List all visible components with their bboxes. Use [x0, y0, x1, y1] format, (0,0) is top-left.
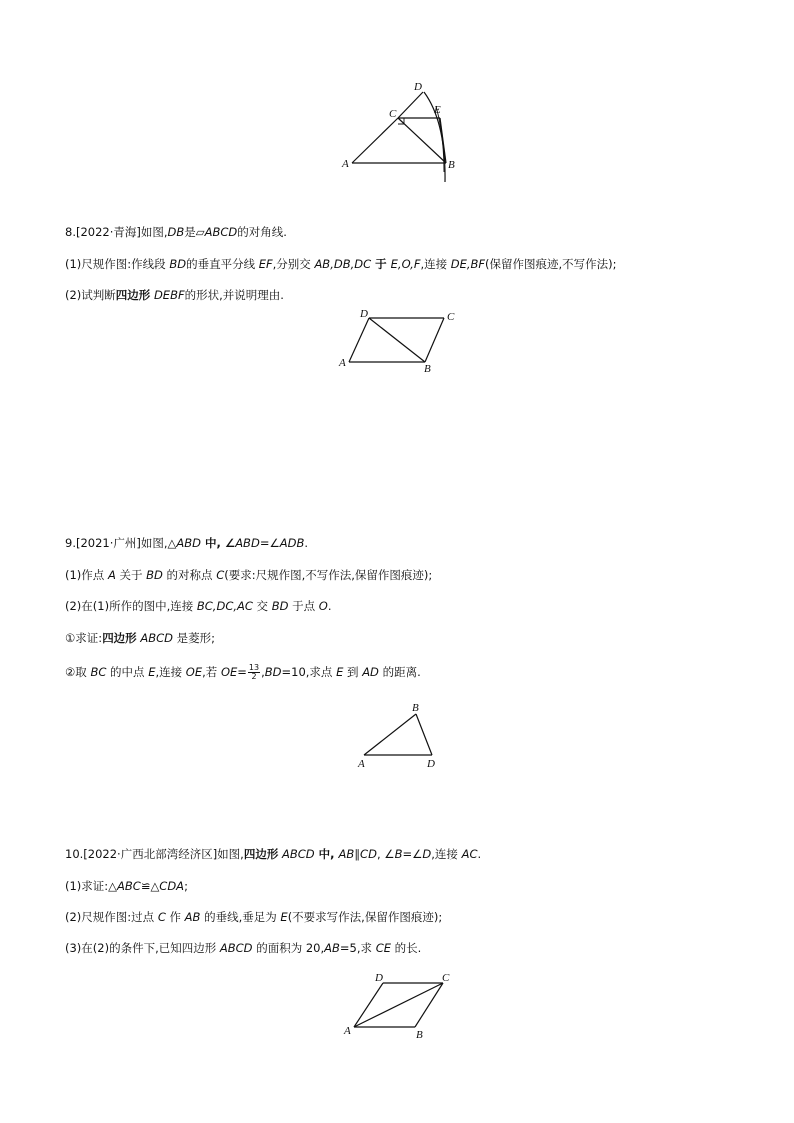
q9-sub-1: ①求证:四边形 ABCD 是菱形;: [65, 631, 216, 645]
side-ab: [364, 714, 416, 755]
side-bc: [425, 318, 444, 362]
label-c: C: [447, 311, 455, 323]
label-d: D: [360, 308, 368, 320]
label-c: C: [389, 108, 397, 120]
q10-title: 10.[2022·广西北部湾经济区]如图,四边形 ABCD 中, AB∥CD, ∠B=∠D,连接 AC.: [65, 847, 482, 861]
label-a: A: [358, 758, 365, 770]
q8-part-2: (2)试判断四边形 DEBF的形状,并说明理由.: [65, 288, 284, 302]
label-d: D: [414, 81, 422, 93]
q8-part-1: (1)尺规作图:作线段 BD的垂直平分线 EF,分别交 AB,DB,DC 于 E,O,F,连接 DE,BF(保留作图痕迹,不写作法);: [65, 257, 617, 271]
label-b: B: [424, 363, 431, 375]
diagonal-db: [369, 318, 425, 362]
ray-ad: [398, 92, 423, 118]
label-b: B: [412, 702, 419, 714]
figure-top-triangle-construction: [330, 78, 470, 188]
label-e: E: [434, 104, 441, 116]
label-b: B: [416, 1029, 423, 1041]
q9-part-1: (1)作点 A 关于 BD 的对称点 C(要求:尺规作图,不写作法,保留作图痕迹);: [65, 568, 433, 582]
label-a: A: [344, 1025, 351, 1037]
figure-q9-triangle: [352, 698, 447, 773]
label-d: D: [427, 758, 435, 770]
q9-part-2: (2)在(1)所作的图中,连接 BC,DC,AC 交 BD 于点 O.: [65, 599, 332, 613]
q8-title: 8.[2022·青海]如图,DB是▱ABCD的对角线.: [65, 225, 287, 239]
q10-part-3: (3)在(2)的条件下,已知四边形 ABCD 的面积为 20,AB=5,求 CE 的长.: [65, 941, 422, 955]
label-d: D: [375, 972, 383, 984]
q10-part-1: (1)求证:△ABC≌△CDA;: [65, 879, 188, 893]
label-a: A: [342, 158, 349, 170]
segment-ac: [352, 118, 398, 163]
label-a: A: [339, 357, 346, 369]
label-c: C: [442, 972, 450, 984]
q9-sub-2: ②取 BC 的中点 E,连接 OE,若 OE= $\frac{13}{2}$ ,BD=10,求点 E 到 AD 的距离.: [65, 663, 421, 681]
q9-title: 9.[2021·广州]如图,△ABD 中, ∠ABD=∠ADB.: [65, 536, 309, 550]
figure-q10-quadrilateral: [335, 968, 465, 1046]
side-bd: [416, 714, 432, 755]
figure-q8-parallelogram: [335, 305, 465, 375]
fraction-13-over-2: $\frac{13}{2}$: [248, 663, 260, 681]
side-da: [349, 318, 369, 362]
label-b: B: [448, 159, 455, 171]
q10-part-2: (2)尺规作图:过点 C 作 AB 的垂线,垂足为 E(不要求写作法,保留作图痕迹);: [65, 910, 443, 924]
